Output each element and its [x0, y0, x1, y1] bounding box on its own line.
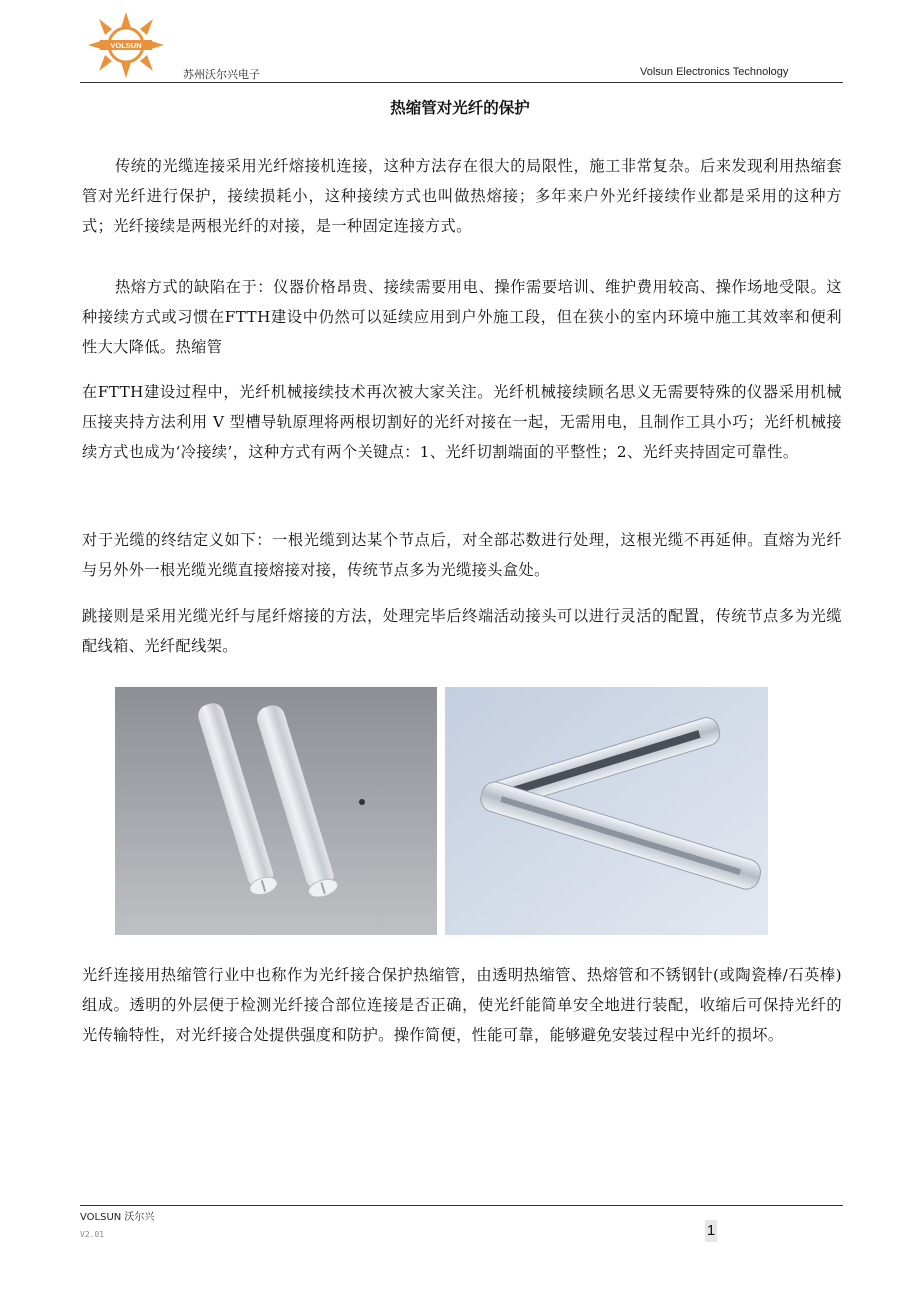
logo-text: VOLSUN	[110, 41, 142, 50]
footer-divider	[80, 1205, 843, 1206]
header-company-en: Volsun Electronics Technology	[640, 66, 789, 78]
paragraph-4: 对于光缆的终结定义如下：一根光缆到达某个节点后，对全部芯数进行处理，这根光缆不再延伸。直熔为光纤与另外外一根光缆光缆直接熔接对接，传统节点多为光缆接头盒处。	[82, 531, 842, 579]
footer-version: V2.01	[80, 1230, 105, 1239]
heat-shrink-tubes-photo-left	[115, 687, 437, 935]
heat-shrink-tubes-photo-right	[445, 687, 768, 935]
page-number: 1	[705, 1220, 717, 1242]
header-divider	[80, 82, 843, 83]
volsun-sun-logo	[86, 10, 166, 80]
footer-brand: VOLSUN 沃尔兴	[80, 1212, 155, 1223]
paragraph-6: 光纤连接用热缩管行业中也称作为光纤接合保护热缩管，由透明热缩管、热熔管和不锈钢针(或陶瓷棒/石英棒)组成。透明的外层便于检测光纤接合部位连接是否正确，使光纤能简单安全地进行装配，收缩后可保持光纤的光传输特性，对光纤接合处提供强度和防护。操作简便，性能可靠，能够避免安装过程中光纤的损坏。	[82, 966, 842, 1044]
document-title: 热缩管对光纤的保护	[390, 99, 530, 117]
paragraph-5: 跳接则是采用光缆光纤与尾纤熔接的方法，处理完毕后终端活动接头可以进行灵活的配置，传统节点多为光缆配线箱、光纤配线架。	[82, 607, 842, 655]
paragraph-1: 传统的光缆连接采用光纤熔接机连接，这种方法存在很大的局限性，施工非常复杂。后来发现利用热缩套管对光纤进行保护，接续损耗小，这种接续方式也叫做热熔接；多年来户外光纤接续作业都是采用的这种方式；光纤接续是两根光纤的对接，是一种固定连接方式。	[82, 157, 842, 235]
paragraph-3: 在FTTH建设过程中，光纤机械接续技术再次被大家关注。光纤机械接续顾名思义无需要特殊的仪器采用机械压接夹持方法利用 V 型槽导轨原理将两根切割好的光纤对接在一起，无需用电，且制作工具小巧；光纤机械接续方式也成为‘冷接续’，这种方式有两个关键点：1、光纤切割端面的平整性；2、光纤夹持固定可靠性。	[82, 383, 842, 461]
paragraph-2: 热熔方式的缺陷在于：仪器价格昂贵、接续需要用电、操作需要培训、维护费用较高、操作场地受限。这种接续方式或习惯在FTTH建设中仍然可以延续应用到户外施工段，但在狭小的室内环境中施工其效率和便利性大大降低。热缩管	[82, 278, 842, 356]
header-company-cn: 苏州沃尔兴电子	[183, 68, 260, 81]
